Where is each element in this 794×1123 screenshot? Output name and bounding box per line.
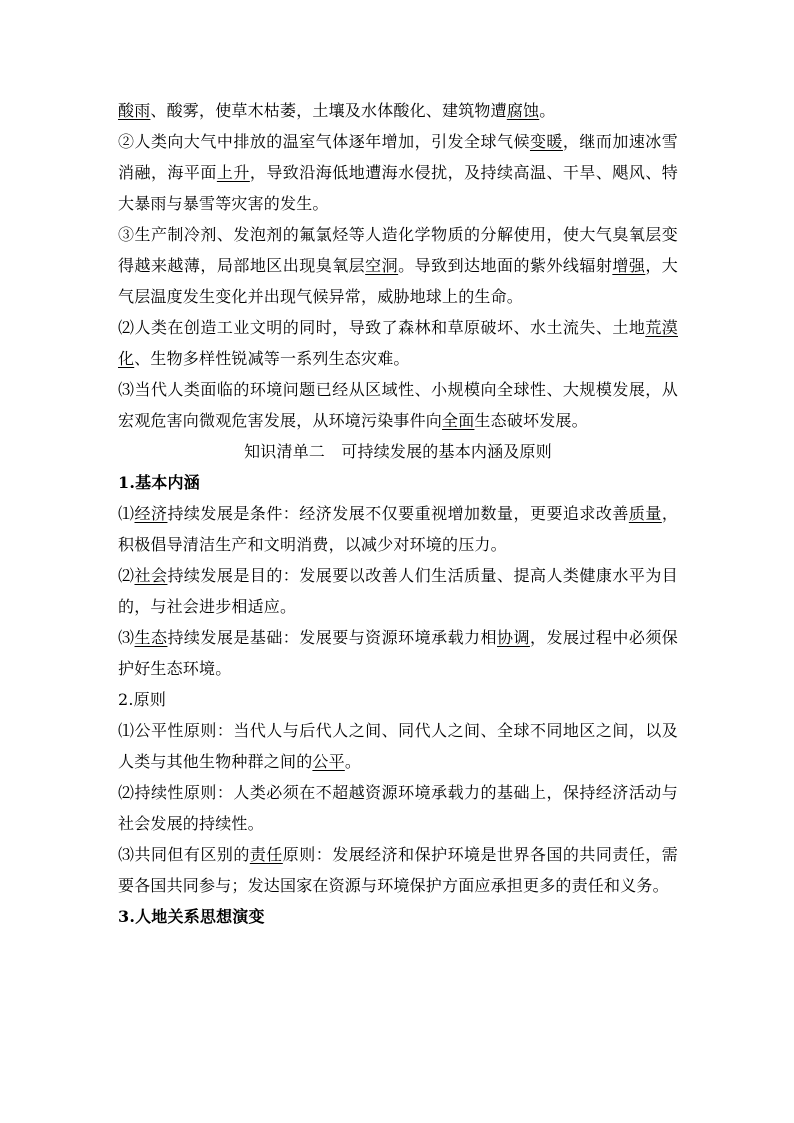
paragraph-economic xyxy=(118,498,678,560)
answer-blank: 质量 xyxy=(628,504,662,523)
answer-blank: 公平 xyxy=(312,752,345,771)
answer-blank: 酸雨 xyxy=(118,101,151,120)
text-run: 。 xyxy=(539,101,556,120)
text-run: ，大气层温度发生变化并出现气候异常，威胁地球上的生命。 xyxy=(118,256,679,306)
text-run: ⑵ xyxy=(118,566,135,585)
heading-evolution: 3.人地关系思想演变 xyxy=(118,907,265,926)
text-run: 生态破坏发展。 xyxy=(474,411,588,430)
text-run: 原则：发展经济和保护环境是世界各国的共同责任，需要各国共同参与；发达国家在资源与环境保护方面应承担更多的责任和义务。 xyxy=(118,845,678,895)
text-run: ⑶当代人类面临的环境问题已经从区域性、小规模向全球性、大规模发展，从宏观危害向微观危害发展，从环境污染事件向 xyxy=(118,380,678,430)
paragraph-ecological xyxy=(118,622,678,684)
paragraph-common-responsibility xyxy=(118,839,678,901)
text-run: ，积极倡导清洁生产和文明消费，以减少对环境的压力。 xyxy=(118,504,679,554)
paragraph-industrial xyxy=(118,312,678,374)
paragraph-modern-issues xyxy=(118,374,678,436)
text-run: ⑵人类在创造工业文明的同时，导致了森林和草原破坏、水土流失、土地 xyxy=(118,318,646,337)
answer-blank: 全面 xyxy=(442,411,475,430)
answer-blank: 上升 xyxy=(216,163,250,182)
text-run: ③生产制冷剂、发泡剂的氟氯烃等人造化学物质的分解使用，使大气臭氧层变得越来越薄，局部地区出现臭氧层 xyxy=(118,225,678,275)
paragraph-sustainability xyxy=(118,777,678,839)
document-body xyxy=(118,95,678,932)
heading-principles: 2.原则 xyxy=(118,690,167,709)
paragraph-greenhouse xyxy=(118,126,678,219)
answer-blank: 荒漠化 xyxy=(118,318,678,368)
text-run: ⑶ xyxy=(118,628,135,647)
text-run: ②人类向大气中排放的温室气体逐年增加，引发全球气候 xyxy=(118,132,530,151)
heading-basic-meaning: 1.基本内涵 xyxy=(118,473,200,492)
text-run: ⑵持续性原则：人类必须在不超越资源环境承载力的基础上，保持经济活动与社会发展的持续性。 xyxy=(118,783,678,833)
paragraph-acid-rain xyxy=(118,95,678,126)
text-run: 、酸雾，使草木枯萎，土壤及水体酸化、建筑物遭 xyxy=(150,101,507,120)
text-run: 。 xyxy=(344,752,362,771)
answer-blank: 空洞 xyxy=(365,256,399,275)
answer-blank: 变暖 xyxy=(529,132,563,151)
answer-blank: 协调 xyxy=(497,628,530,647)
answer-blank: 社会 xyxy=(134,566,168,585)
text-run: ，发展过程中必须保护好生态环境。 xyxy=(118,628,679,678)
text-run: ⑶共同但有区别的 xyxy=(118,845,250,864)
text-run: 。导致到达地面的紫外线辐射 xyxy=(398,256,613,275)
answer-blank: 责任 xyxy=(249,845,283,864)
text-run: 持续发展是基础：发展要与资源环境承载力相 xyxy=(167,628,498,647)
text-run: ，导致沿海低地遭海水侵扰，及持续高温、干旱、飓风、特大暴雨与暴雪等灾害的发生。 xyxy=(118,163,679,213)
answer-blank: 经济 xyxy=(134,504,168,523)
answer-blank: 生态 xyxy=(134,628,168,647)
text-run: 持续发展是条件：经济发展不仅要重视增加数量，更要追求改善 xyxy=(167,504,629,523)
text-run: ⑴公平性原则：当代人与后代人之间、同代人之间、全球不同地区之间，以及人类与其他生物种群之间的 xyxy=(118,721,678,771)
answer-blank: 腐蚀 xyxy=(506,101,540,120)
answer-blank: 增强 xyxy=(612,256,646,275)
text-run: ，继而加速冰雪消融，海平面 xyxy=(118,132,678,182)
paragraph-ozone xyxy=(118,219,678,312)
section-title: 知识清单二 可持续发展的基本内涵及原则 xyxy=(244,442,552,461)
text-run: ⑴ xyxy=(118,504,135,523)
paragraph-fairness xyxy=(118,715,678,777)
text-run: 、生物多样性锐减等一系列生态灾难。 xyxy=(134,349,410,368)
text-run: 持续发展是目的：发展要以改善人们生活质量、提高人类健康水平为目的，与社会进步相适应。 xyxy=(118,566,679,616)
paragraph-social xyxy=(118,560,678,622)
